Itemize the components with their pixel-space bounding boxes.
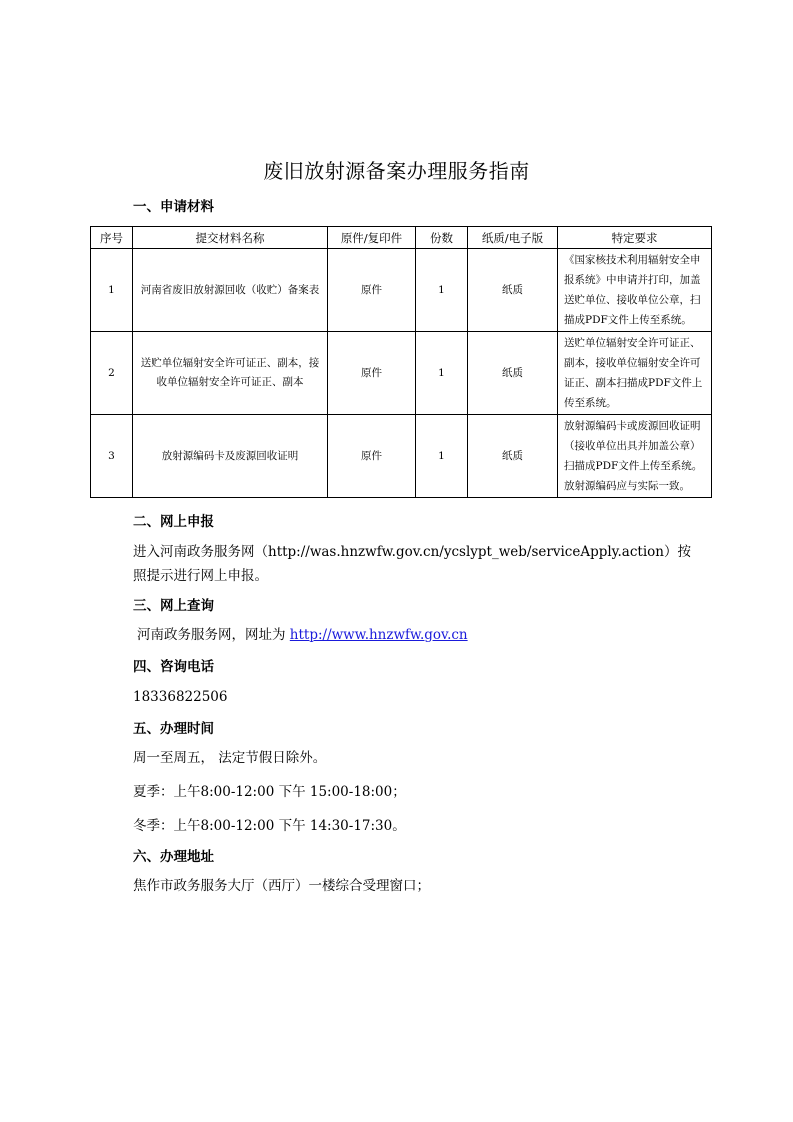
table-row [91,415,712,498]
header-seq: 序号 [91,227,133,249]
cell-seq: 2 [91,332,133,415]
header-copies: 份数 [416,227,468,249]
section-heading-address: 六、办理地址 [133,849,214,865]
section-heading-hours: 五、办理时间 [133,721,214,737]
section-heading-phone: 四、咨询电话 [133,659,214,675]
cell-medium: 纸质 [468,332,558,415]
table-row [91,332,712,415]
cell-seq: 1 [91,249,133,332]
hours-summer: 夏季：上午8:00-12:00 下午 15:00-18:00； [133,784,406,800]
cell-name: 河南省废旧放射源回收（收贮）备案表 [133,249,328,332]
online-apply-text: 进入河南政务服务网（http://was.hnzwfw.gov.cn/ycslypt_web/serviceApply.action）按照提示进行网上申报。 [133,544,691,584]
header-name: 提交材料名称 [133,227,328,249]
cell-copies: 1 [416,332,468,415]
page-title: 废旧放射源备案办理服务指南 [263,159,530,183]
cell-seq: 3 [91,415,133,498]
cell-copies: 1 [416,249,468,332]
materials-table [90,226,712,498]
online-query-prefix: 河南政务服务网，网址为 [137,627,290,643]
cell-original: 原件 [328,332,416,415]
hnzwfw-link[interactable]: http://www.hnzwfw.gov.cn [289,627,468,643]
cell-medium: 纸质 [468,415,558,498]
table-header-row [91,227,712,249]
cell-name: 放射源编码卡及废源回收证明 [133,415,328,498]
cell-medium: 纸质 [468,249,558,332]
header-original: 原件/复印件 [328,227,416,249]
online-query-line [137,623,707,647]
hours-workdays: 周一至周五， 法定节假日除外。 [133,750,327,766]
cell-copies: 1 [416,415,468,498]
cell-requirement: 送贮单位辐射安全许可证正、副本，接收单位辐射安全许可证正、副本扫描成PDF文件上传至系统。 [558,332,712,415]
header-requirement: 特定要求 [558,227,712,249]
phone-number: 18336822506 [133,689,228,705]
cell-requirement: 放射源编码卡或废源回收证明（接收单位出具并加盖公章）扫描成PDF文件上传至系统。放射源编码应与实际一致。 [558,415,712,498]
cell-original: 原件 [328,249,416,332]
section-heading-online-apply: 二、网上申报 [133,514,214,530]
address-text: 焦作市政务服务大厅（西厅）一楼综合受理窗口； [133,878,430,894]
header-medium: 纸质/电子版 [468,227,558,249]
section-heading-online-query: 三、网上查询 [133,598,214,614]
section-heading-materials: 一、申请材料 [133,199,214,215]
hours-winter: 冬季：上午8:00-12:00 下午 14:30-17:30。 [133,818,406,834]
cell-requirement: 《国家核技术利用辐射安全申报系统》中申请并打印，加盖送贮单位、接收单位公章，扫描成PDF文件上传至系统。 [558,249,712,332]
table-row [91,249,712,332]
cell-name: 送贮单位辐射安全许可证正、副本，接收单位辐射安全许可证正、副本 [133,332,328,415]
cell-original: 原件 [328,415,416,498]
